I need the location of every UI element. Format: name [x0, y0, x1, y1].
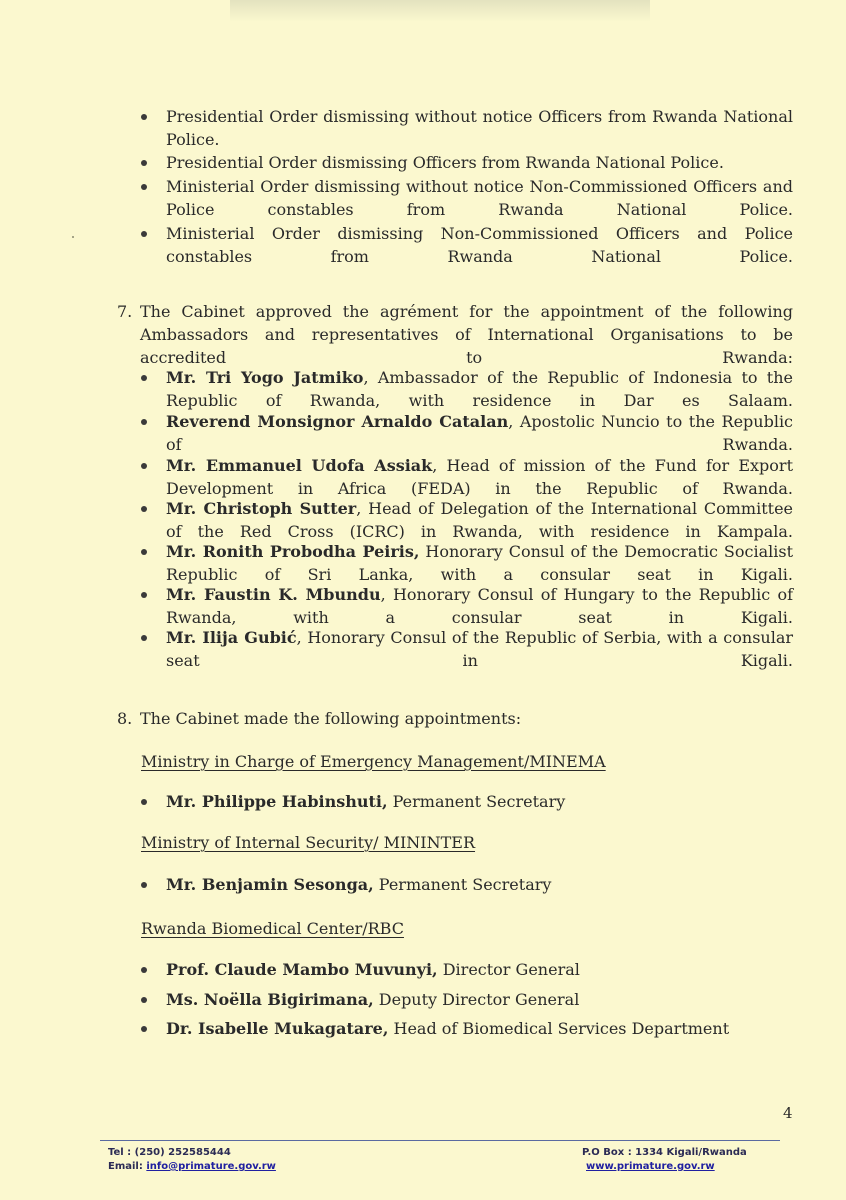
- person-name: Ms. Noëlla Bigirimana,: [166, 990, 374, 1009]
- appointment-entry: [141, 410, 793, 456]
- person-role: Head of Biomedical Services Department: [393, 1019, 730, 1038]
- scan-speck: [72, 236, 74, 238]
- person-name: Mr. Emmanuel Udofa Assiak: [166, 456, 433, 475]
- appointment-entry: [141, 454, 793, 500]
- appointee-entry: [141, 790, 793, 813]
- section-heading-minema: Ministry in Charge of Emergency Management/MINEMA: [141, 752, 606, 771]
- police-order-3: [141, 175, 793, 221]
- separator: ,: [363, 368, 378, 387]
- section-heading-mininter: Ministry of Internal Security/ MININTER: [141, 833, 476, 852]
- person-role: Director General: [442, 960, 580, 979]
- appointee-entry: [141, 1017, 793, 1040]
- person-role: Apostolic Nuncio to the Republic of Rwanda.: [166, 412, 794, 454]
- footer-divider: [100, 1140, 780, 1141]
- person-name: Dr. Isabelle Mukagatare,: [166, 1019, 389, 1038]
- person-role: Permanent Secretary: [378, 875, 552, 894]
- person-name: Prof. Claude Mambo Muvunyi,: [166, 960, 438, 979]
- person-name: Mr. Tri Yogo Jatmiko: [166, 368, 364, 387]
- page-number: 4: [783, 1104, 793, 1122]
- police-order-2: [141, 151, 793, 174]
- person-name: Mr. Philippe Habinshuti,: [166, 792, 388, 811]
- pobox-text: P.O Box : 1334 Kigali/Rwanda: [582, 1147, 747, 1158]
- item-intro: The Cabinet approved the agrément for the appointment of the following Ambassadors and representatives of International Organisations to be accredited to Rwanda:: [140, 302, 793, 367]
- person-role: Permanent Secretary: [392, 792, 566, 811]
- separator: ,: [380, 585, 393, 604]
- footer-email: [108, 1160, 276, 1174]
- appointment-entry: [141, 626, 793, 672]
- person-role: Honorary Consul of the Republic of Serbia, with a consular seat in Kigali.: [166, 628, 794, 670]
- person-role: Honorary Consul of Hungary to the Republic of Rwanda, with a consular seat in Kigali.: [166, 585, 794, 627]
- police-order-text: Ministerial Order dismissing Non-Commissioned Officers and Police constables from Rwanda National Police.: [166, 224, 793, 266]
- person-role: Head of Delegation of the International Committee of the Red Cross (ICRC) in Rwanda, with residence in Kampala.: [166, 499, 794, 541]
- person-name: Mr. Ronith Probodha Peiris,: [166, 542, 420, 561]
- tel-value: (250) 252585444: [134, 1147, 231, 1158]
- person-role: Deputy Director General: [378, 990, 580, 1009]
- separator: ,: [356, 499, 369, 518]
- email-label: Email:: [108, 1161, 147, 1172]
- item-number: 8.: [117, 709, 133, 728]
- person-role: Honorary Consul of the Democratic Socialist Republic of Sri Lanka, with a consular seat in Kigali.: [166, 542, 793, 584]
- appointment-entry: [141, 497, 793, 543]
- person-name: Mr. Ilija Gubić: [166, 628, 297, 647]
- appointment-entry: [141, 583, 793, 629]
- person-role: Head of mission of the Fund for Export Development in Africa (FEDA) in the Republic of Rwanda.: [166, 456, 793, 498]
- footer-contact: [108, 1146, 276, 1174]
- website-link[interactable]: www.primature.gov.rw: [586, 1161, 715, 1172]
- scan-smudge: [230, 0, 650, 22]
- person-name: Mr. Benjamin Sesonga,: [166, 875, 374, 894]
- appointee-entry: [141, 988, 793, 1011]
- person-name: Mr. Christoph Sutter: [166, 499, 357, 518]
- appointee-entry: [141, 873, 793, 896]
- separator: ,: [296, 628, 308, 647]
- police-order-1: [141, 105, 793, 151]
- item-8: [117, 707, 793, 730]
- police-order-4: [141, 222, 793, 268]
- police-order-text: Presidential Order dismissing without notice Officers from Rwanda National Police.: [166, 107, 793, 149]
- footer-tel: [108, 1146, 276, 1160]
- item-7: [117, 300, 793, 369]
- police-order-text: Presidential Order dismissing Officers from Rwanda National Police.: [166, 153, 724, 172]
- police-order-text: Ministerial Order dismissing without notice Non-Commissioned Officers and Police constables from Rwanda National Police.: [166, 177, 793, 219]
- separator: ,: [432, 456, 447, 475]
- item-number: 7.: [117, 302, 133, 321]
- item-intro: The Cabinet made the following appointments:: [140, 709, 522, 728]
- separator: ,: [508, 412, 520, 431]
- section-heading-rbc: Rwanda Biomedical Center/RBC: [141, 919, 404, 938]
- appointee-entry: [141, 958, 793, 981]
- appointment-entry: [141, 540, 793, 586]
- footer-address: [582, 1146, 747, 1174]
- appointment-entry: [141, 366, 793, 412]
- tel-label: Tel :: [108, 1147, 135, 1158]
- person-name: Reverend Monsignor Arnaldo Catalan: [166, 412, 509, 431]
- email-link[interactable]: info@primature.gov.rw: [146, 1161, 276, 1172]
- person-name: Mr. Faustin K. Mbundu: [166, 585, 381, 604]
- person-role: Ambassador of the Republic of Indonesia to the Republic of Rwanda, with residence in Dar es Salaam.: [166, 368, 794, 410]
